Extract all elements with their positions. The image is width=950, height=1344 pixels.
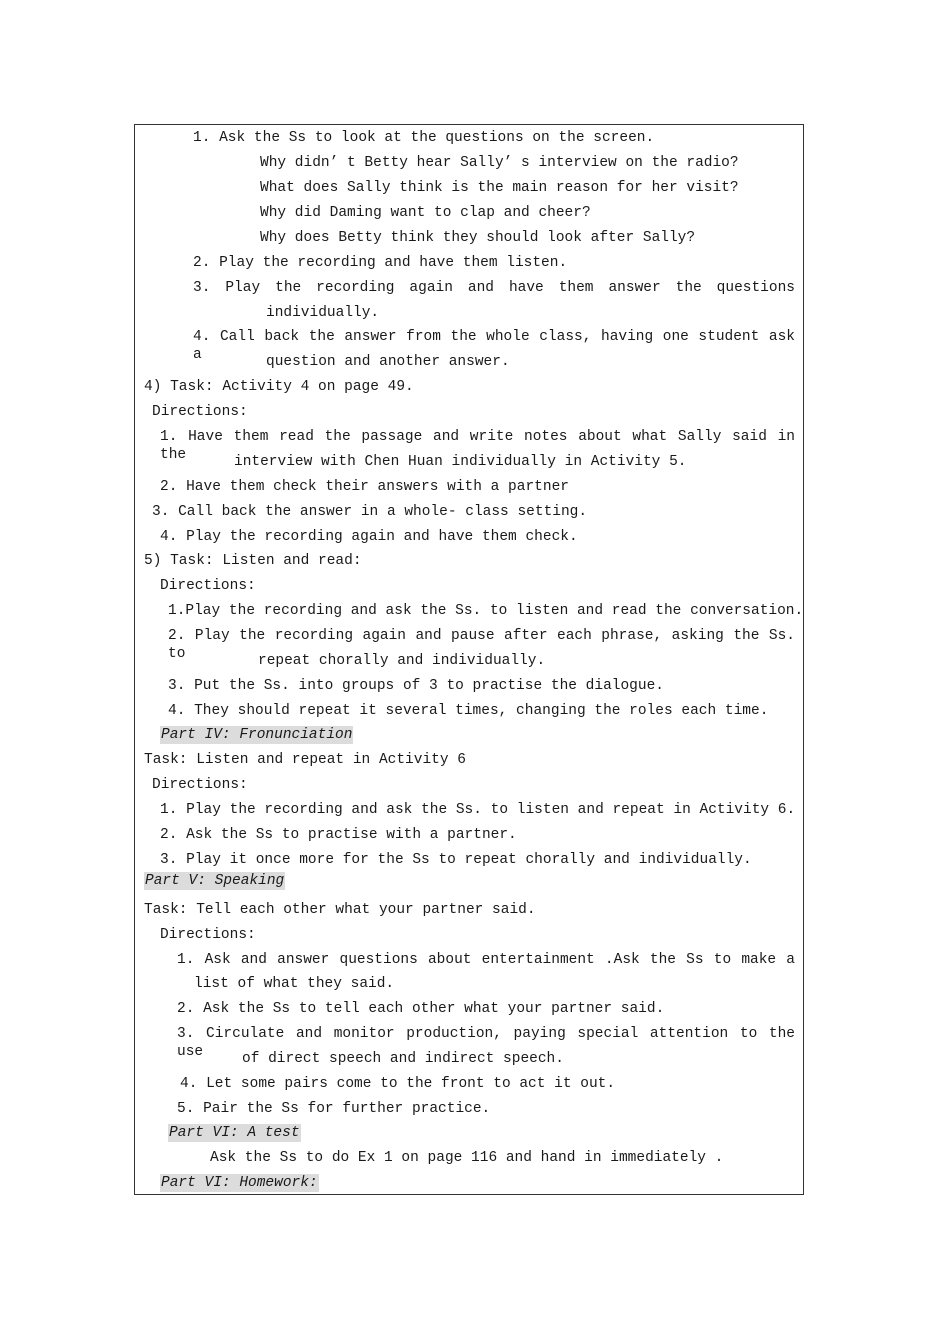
text-line: Directions: <box>160 927 256 943</box>
text-line: 4. Let some pairs come to the front to act it out. <box>180 1076 616 1092</box>
text-line: What does Sally think is the main reason for her visit? <box>260 180 739 196</box>
text-line: Directions: <box>152 777 248 793</box>
text-line: Directions: <box>160 578 256 594</box>
text-line: 1. Ask and answer questions about entertainment .Ask the Ss to make a <box>177 952 795 968</box>
text-line: Ask the Ss to do Ex 1 on page 116 and hand in immediately . <box>210 1150 724 1166</box>
text-line: Directions: <box>152 404 248 420</box>
text-line: 5) Task: Listen and read: <box>144 553 362 569</box>
text-line: 2. Ask the Ss to tell each other what your partner said. <box>177 1001 665 1017</box>
text-line: 3. Call back the answer in a whole- class setting. <box>152 504 588 520</box>
text-line: 4. Play the recording again and have them check. <box>160 529 578 545</box>
section-heading: Part VI: A test <box>169 1125 300 1141</box>
text-line: repeat chorally and individually. <box>258 653 546 669</box>
text-line: 4. Call back the answer from the whole class, having one student ask a <box>193 329 795 363</box>
text-line: 1.Play the recording and ask the Ss. to listen and read the conversation. <box>168 603 804 619</box>
text-line: Task: Listen and repeat in Activity 6 <box>144 752 466 768</box>
section-heading: Part VI: Homework: <box>161 1175 318 1191</box>
text-line: 4) Task: Activity 4 on page 49. <box>144 379 414 395</box>
text-line: 3. Put the Ss. into groups of 3 to practise the dialogue. <box>168 678 664 694</box>
section-heading: Part V: Speaking <box>145 873 285 889</box>
text-line: 5. Pair the Ss for further practice. <box>177 1101 491 1117</box>
text-line: 2. Have them check their answers with a partner <box>160 479 569 495</box>
text-line: 1. Have them read the passage and write notes about what Sally said in the <box>160 429 795 463</box>
text-line: Task: Tell each other what your partner said. <box>144 902 536 918</box>
text-line: interview with Chen Huan individually in Activity 5. <box>234 454 687 470</box>
text-line: Why does Betty think they should look after Sally? <box>260 230 696 246</box>
text-line: 1. Ask the Ss to look at the questions on the screen. <box>193 130 655 146</box>
text-line: list of what they said. <box>194 976 395 992</box>
text-line: 1. Play the recording and ask the Ss. to listen and repeat in Activity 6. <box>160 802 796 818</box>
text-line: question and another answer. <box>266 354 510 370</box>
text-line: 2. Ask the Ss to practise with a partner. <box>160 827 517 843</box>
text-line: 2. Play the recording again and pause after each phrase, asking the Ss. to <box>168 628 795 662</box>
section-heading: Part IV: Fronunciation <box>161 727 353 743</box>
text-line: 3. Play it once more for the Ss to repeat chorally and individually. <box>160 852 752 868</box>
text-line: Why did Daming want to clap and cheer? <box>260 205 591 221</box>
text-line: Why didn’ t Betty hear Sally’ s interview on the radio? <box>260 155 739 171</box>
text-line: 4. They should repeat it several times, changing the roles each time. <box>168 703 769 719</box>
text-line: 3. Play the recording again and have them answer the questions <box>193 280 795 296</box>
text-line: 3. Circulate and monitor production, paying special attention to the use <box>177 1026 795 1060</box>
text-line: of direct speech and indirect speech. <box>242 1051 564 1067</box>
text-line: 2. Play the recording and have them listen. <box>193 255 568 271</box>
text-line: individually. <box>266 305 380 321</box>
